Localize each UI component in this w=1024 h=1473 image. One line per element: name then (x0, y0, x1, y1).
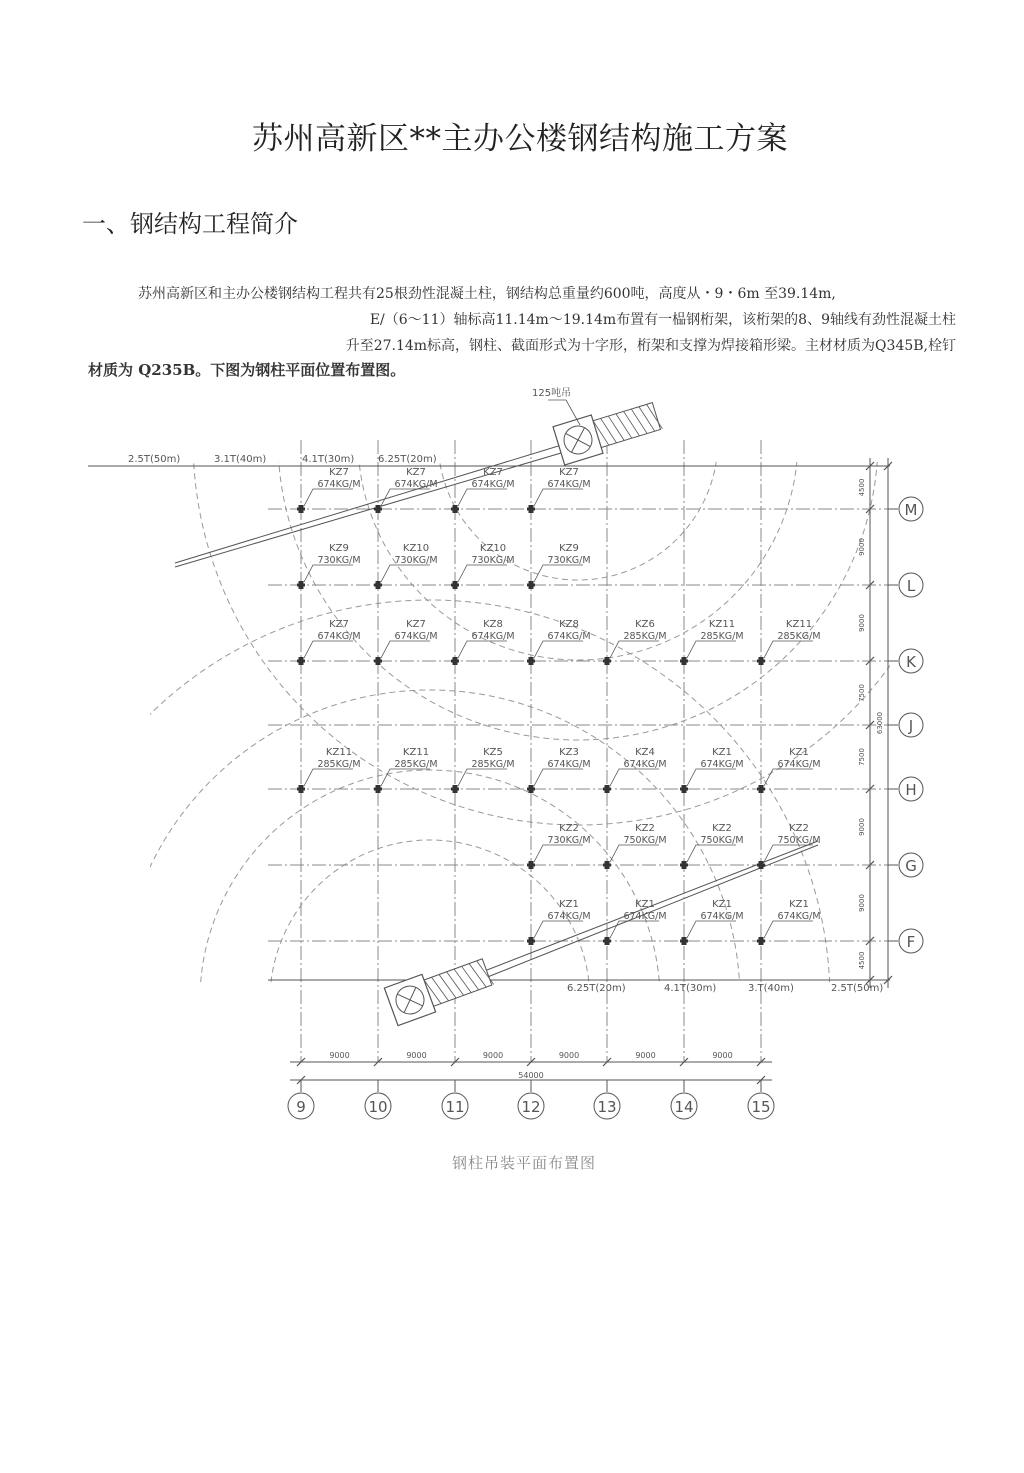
column-leader (610, 921, 659, 938)
right-span-label-2: 9000 (858, 538, 866, 556)
column-leader (534, 641, 583, 658)
steel-column-15 (757, 619, 821, 665)
column-name: KZ10 (479, 543, 507, 554)
column-marker-cross (374, 584, 382, 587)
column-marker-cross (757, 940, 765, 943)
column-weight: 674KG/M (471, 479, 515, 490)
steel-column-14 (680, 619, 744, 665)
top-capacity-label-3: 4.1T(30m) (302, 454, 355, 465)
axis-bubble-15 (748, 1080, 774, 1119)
column-marker-cross (757, 660, 765, 663)
right-span-label-5: 7500 (858, 748, 866, 766)
column-name: KZ7 (406, 619, 426, 630)
column-marker-cross (680, 864, 688, 867)
column-marker-cross (757, 864, 765, 867)
right-total-label: 63000 (876, 711, 884, 735)
column-weight: 674KG/M (547, 631, 591, 642)
column-marker-cross (680, 940, 688, 943)
axis-bubble-11 (442, 1080, 468, 1119)
column-weight: 674KG/M (777, 911, 821, 922)
column-weight: 674KG/M (623, 911, 667, 922)
bottom-span-label-6: 9000 (712, 1051, 733, 1060)
column-marker-cross (527, 788, 535, 791)
steel-column-9 (297, 619, 361, 665)
column-marker-cross (451, 508, 459, 511)
steel-column-12 (527, 619, 591, 665)
column-leader (687, 921, 736, 938)
bottom-capacity-label-2: 4.1T(30m) (664, 983, 717, 994)
drawing-labels (128, 386, 883, 994)
steel-column-2 (374, 467, 438, 513)
tower-cranes (175, 402, 821, 1026)
column-marker-cross (451, 788, 459, 791)
axis-label-14: 14 (674, 1098, 694, 1116)
axis-bubble-M (888, 497, 923, 521)
column-leader (610, 769, 659, 786)
steel-column-26 (757, 823, 821, 869)
drawing-caption: 钢柱吊装平面布置图 (452, 1154, 597, 1172)
column-name: KZ7 (329, 619, 349, 630)
column-weight: 285KG/M (700, 631, 744, 642)
column-name: KZ2 (789, 823, 809, 834)
column-marker-cross (603, 864, 611, 867)
column-name: KZ6 (635, 619, 655, 630)
column-marker-cross (680, 788, 688, 791)
steel-column-10 (374, 619, 438, 665)
axis-bubble-J (888, 713, 923, 737)
axis-bubble-12 (518, 1080, 544, 1119)
column-marker-cross (527, 940, 535, 943)
column-weight: 730KG/M (547, 555, 591, 566)
column-name: KZ9 (559, 543, 579, 554)
axis-bubble-10 (365, 1080, 391, 1119)
column-leader (687, 845, 736, 862)
column-name: KZ3 (559, 747, 579, 758)
steel-column-8 (527, 543, 591, 589)
column-leader (304, 489, 353, 506)
axis-label-13: 13 (597, 1098, 617, 1116)
axis-label-11: 11 (445, 1098, 465, 1116)
column-marker-cross (603, 940, 611, 943)
column-leader (764, 921, 813, 938)
column-leader (304, 769, 353, 786)
axis-bubble-13 (594, 1080, 620, 1119)
column-leader (381, 769, 430, 786)
axis-label-K: K (906, 653, 916, 671)
column-weight: 730KG/M (317, 555, 361, 566)
column-weight: 674KG/M (547, 911, 591, 922)
top-capacity-label-2: 3.1T(40m) (214, 454, 267, 465)
axis-bubble-K (888, 649, 923, 673)
column-leader (458, 641, 507, 658)
column-name: KZ8 (559, 619, 579, 630)
paragraph-line-3: 升至27.14m标高，钢柱、截面形式为十字形，桁架和支撑为焊接箱形梁。主材材质为Q345B,栓钉 (345, 338, 956, 354)
bottom-span-label-2: 9000 (406, 1051, 427, 1060)
steel-column-1 (297, 467, 361, 513)
column-weight: 674KG/M (623, 759, 667, 770)
axis-label-L: L (906, 577, 916, 595)
steel-column-19 (527, 747, 591, 793)
column-name: KZ5 (483, 747, 503, 758)
bottom-span-label-1: 9000 (329, 1051, 350, 1060)
column-marker-cross (297, 584, 305, 587)
column-name: KZ8 (483, 619, 503, 630)
column-name: KZ11 (402, 747, 430, 758)
steel-column-25 (680, 823, 744, 869)
column-marker-cross (527, 864, 535, 867)
column-leader (764, 641, 813, 658)
crane-capacity-arcs (30, 55, 963, 1400)
column-weight: 674KG/M (777, 759, 821, 770)
column-name: KZ7 (406, 467, 426, 478)
steel-column-21 (680, 747, 744, 793)
axis-label-G: G (905, 857, 917, 875)
column-name: KZ11 (325, 747, 353, 758)
steel-column-28 (603, 899, 667, 945)
column-name: KZ10 (402, 543, 430, 554)
right-span-label-8: 4500 (858, 951, 866, 970)
column-weight: 730KG/M (471, 555, 515, 566)
axis-label-15: 15 (751, 1098, 771, 1116)
column-weight: 730KG/M (547, 835, 591, 846)
column-name: KZ2 (559, 823, 579, 834)
column-name: KZ9 (329, 543, 349, 554)
axis-label-12: 12 (521, 1098, 541, 1116)
steel-column-18 (451, 747, 515, 793)
axis-label-9: 9 (296, 1098, 306, 1116)
column-weight: 285KG/M (317, 759, 361, 770)
bottom-capacity-label-3: 3.T(40m) (748, 983, 794, 994)
column-marker-cross (603, 660, 611, 663)
column-name: KZ1 (635, 899, 655, 910)
steel-column-27 (527, 899, 591, 945)
column-name: KZ11 (785, 619, 813, 630)
column-name: KZ7 (559, 467, 579, 478)
axis-bubble-H (888, 777, 923, 801)
axis-bubble-L (888, 573, 923, 597)
axis-bubble-14 (671, 1080, 697, 1119)
steel-column-6 (374, 543, 438, 589)
column-name: KZ1 (559, 899, 579, 910)
bottom-tower-crane (384, 841, 821, 1026)
column-leader (458, 769, 507, 786)
axis-label-J: J (908, 717, 914, 735)
column-weight: 285KG/M (623, 631, 667, 642)
column-name: KZ2 (712, 823, 732, 834)
right-span-label-6: 9000 (858, 818, 866, 836)
column-weight: 674KG/M (471, 631, 515, 642)
column-marker-cross (297, 508, 305, 511)
column-name: KZ4 (635, 747, 655, 758)
column-weight: 674KG/M (317, 479, 361, 490)
column-marker-cross (757, 788, 765, 791)
steel-column-7 (451, 543, 515, 589)
steel-column-23 (527, 823, 591, 869)
steel-column-24 (603, 823, 667, 869)
column-marker-cross (297, 788, 305, 791)
column-leader (610, 641, 659, 658)
column-leader (610, 845, 659, 862)
column-marker-cross (603, 788, 611, 791)
steel-column-3 (451, 467, 515, 513)
column-marker-cross (374, 508, 382, 511)
bottom-span-label-5: 9000 (635, 1051, 656, 1060)
right-span-label-3: 9000 (858, 614, 866, 632)
crane-label: 125吨吊 (532, 388, 572, 399)
column-weight: 674KG/M (700, 759, 744, 770)
axis-bubble-F (888, 929, 923, 953)
column-weight: 730KG/M (394, 555, 438, 566)
column-weight: 750KG/M (623, 835, 667, 846)
column-weight: 674KG/M (547, 479, 591, 490)
paragraph-line-1: 苏州高新区和主办公楼钢结构工程共有25根劲性混凝土柱，钢结构总重量约600吨，高度从・9・6m 至39.14m, (138, 286, 836, 302)
right-span-label-7: 9000 (858, 894, 866, 912)
column-marker-cross (527, 508, 535, 511)
column-marker-cross (374, 660, 382, 663)
column-marker-cross (297, 660, 305, 663)
axis-bubble-9 (288, 1080, 314, 1119)
column-leader (458, 565, 507, 582)
column-leader (381, 565, 430, 582)
column-leader (534, 565, 583, 582)
bottom-span-label-3: 9000 (482, 1051, 504, 1060)
column-leader (687, 641, 736, 658)
section-heading: 一、钢结构工程简介 (82, 210, 298, 238)
axis-bubble-G (888, 853, 923, 877)
column-marker-cross (451, 584, 459, 587)
column-weight: 674KG/M (394, 631, 438, 642)
column-weight: 285KG/M (471, 759, 515, 770)
column-weight: 750KG/M (700, 835, 744, 846)
top-capacity-label-4: 6.25T(20m) (378, 454, 437, 465)
axis-label-F: F (906, 933, 916, 951)
axis-label-10: 10 (368, 1098, 388, 1116)
column-marker-cross (451, 660, 459, 663)
column-marker-cross (680, 660, 688, 663)
column-leader (381, 641, 430, 658)
column-marker-cross (374, 788, 382, 791)
column-weight: 750KG/M (777, 835, 821, 846)
steel-column-4 (527, 467, 591, 513)
column-leader (534, 489, 583, 506)
steel-column-11 (451, 619, 515, 665)
paragraph-line-4: 材质为 Q235B。下图为钢柱平面位置布置图。 (88, 361, 406, 379)
document-title: 苏州高新区**主办公楼钢结构施工方案 (252, 121, 788, 157)
column-leader (687, 769, 736, 786)
column-name: KZ2 (635, 823, 655, 834)
axis-label-M: M (904, 501, 918, 519)
steel-columns (297, 467, 821, 945)
column-leader (534, 845, 583, 862)
column-name: KZ1 (712, 899, 732, 910)
steel-column-30 (757, 899, 821, 945)
bottom-total-label: 54000 (518, 1071, 544, 1080)
bottom-capacity-label-1: 6.25T(20m) (567, 983, 626, 994)
right-span-label-4: 7500 (858, 684, 866, 702)
column-name: KZ1 (712, 747, 732, 758)
column-weight: 674KG/M (700, 911, 744, 922)
axis-label-H: H (905, 781, 917, 799)
column-leader (534, 769, 583, 786)
steel-column-5 (297, 543, 361, 589)
column-weight: 285KG/M (394, 759, 438, 770)
column-name: KZ7 (483, 467, 503, 478)
column-weight: 285KG/M (777, 631, 821, 642)
column-leader (304, 565, 353, 582)
steel-column-13 (603, 619, 667, 665)
paragraph-line-2: E/（6～11）轴标高11.14m～19.14m布置有一榀钢桁架，该桁架的8、9轴线有劲性混凝土柱 (369, 312, 956, 328)
column-name: KZ1 (789, 747, 809, 758)
column-marker-cross (527, 660, 535, 663)
column-leader (304, 641, 353, 658)
column-name: KZ1 (789, 899, 809, 910)
bottom-capacity-label-4: 2.5T(50m) (831, 983, 884, 994)
column-leader (764, 769, 813, 786)
steel-column-22 (757, 747, 821, 793)
bottom-span-label-4: 9000 (558, 1051, 580, 1060)
steel-column-16 (297, 747, 361, 793)
column-weight: 674KG/M (317, 631, 361, 642)
column-weight: 674KG/M (547, 759, 591, 770)
top-capacity-label-1: 2.5T(50m) (128, 454, 181, 465)
steel-column-20 (603, 747, 667, 793)
column-name: KZ7 (329, 467, 349, 478)
right-span-label-1: 4500 (858, 478, 866, 497)
column-leader (458, 489, 507, 506)
column-marker-cross (527, 584, 535, 587)
column-name: KZ11 (708, 619, 736, 630)
column-weight: 674KG/M (394, 479, 438, 490)
